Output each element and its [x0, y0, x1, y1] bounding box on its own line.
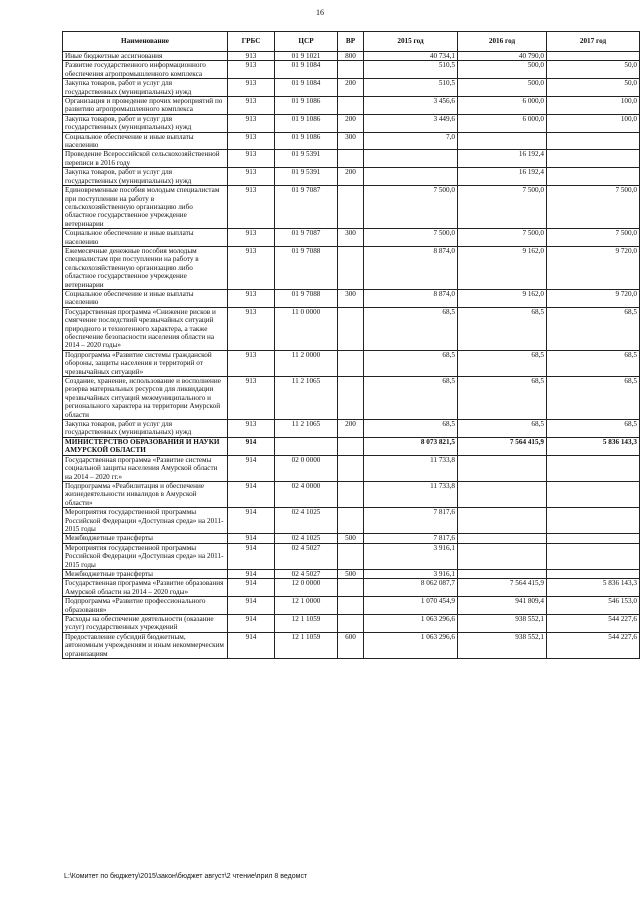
- cell-grbs: 914: [228, 569, 275, 578]
- cell-grbs: 913: [228, 350, 275, 376]
- cell-grbs: 913: [228, 246, 275, 289]
- cell-y2017: 68,5: [547, 377, 640, 420]
- table-row: [63, 307, 640, 350]
- cell-y2017: 68,5: [547, 350, 640, 376]
- cell-vr: 200: [338, 420, 364, 438]
- cell-vr: [338, 350, 364, 376]
- cell-y2015: 8 073 821,5: [364, 437, 458, 455]
- cell-name: Ежемесячные денежные пособия молодым специалистам при поступлении на работу в сельскохозяйственную организацию либо областное государственное учреждение ветеринарии: [63, 246, 228, 289]
- cell-y2017: 9 720,0: [547, 246, 640, 289]
- cell-y2016: 9 162,0: [458, 246, 547, 289]
- cell-y2015: 40 734,1: [364, 52, 458, 61]
- cell-grbs: 913: [228, 132, 275, 150]
- cell-y2017: [547, 168, 640, 186]
- cell-vr: 300: [338, 229, 364, 247]
- table-row: [63, 132, 640, 150]
- table-row: [63, 455, 640, 481]
- cell-vr: [338, 377, 364, 420]
- cell-name: Государственная программа «Развитие образования Амурской области на 2014 – 2020 годы»: [63, 579, 228, 597]
- cell-y2017: [547, 455, 640, 481]
- cell-grbs: 914: [228, 543, 275, 569]
- cell-y2015: 68,5: [364, 350, 458, 376]
- cell-y2017: [547, 132, 640, 150]
- table-row: [63, 569, 640, 578]
- cell-y2017: 7 500,0: [547, 229, 640, 247]
- table-row: [63, 79, 640, 97]
- header-grbs: ГРБС: [228, 32, 275, 52]
- cell-vr: [338, 97, 364, 115]
- cell-csr: 11 2 1065: [275, 420, 338, 438]
- cell-name: Предоставление субсидий бюджетным, автономным учреждениям и иным некоммерческим организациям: [63, 632, 228, 658]
- table-row: [63, 632, 640, 658]
- cell-y2016: 500,0: [458, 61, 547, 79]
- cell-csr: 02 4 1025: [275, 508, 338, 534]
- cell-vr: [338, 508, 364, 534]
- cell-grbs: 913: [228, 114, 275, 132]
- cell-y2016: [458, 534, 547, 543]
- cell-grbs: 914: [228, 615, 275, 633]
- cell-name: Закупка товаров, работ и услуг для государственных (муниципальных) нужд: [63, 114, 228, 132]
- header-2015: 2015 год: [364, 32, 458, 52]
- cell-y2015: 1 063 296,6: [364, 632, 458, 658]
- cell-y2016: 68,5: [458, 350, 547, 376]
- cell-grbs: 913: [228, 289, 275, 307]
- cell-csr: 01 9 1086: [275, 132, 338, 150]
- cell-name: Мероприятия государственной программы Российской Федерации «Доступная среда» на 2011-2015 годы: [63, 543, 228, 569]
- cell-vr: [338, 186, 364, 229]
- cell-name: Межбюджетные трансферты: [63, 534, 228, 543]
- cell-name: Единовременные пособия молодым специалистам при поступлении на работу в сельскохозяйственную организацию либо областное государственное учреждение ветеринарии: [63, 186, 228, 229]
- cell-grbs: 913: [228, 97, 275, 115]
- cell-csr: 11 2 1065: [275, 377, 338, 420]
- table-row: [63, 579, 640, 597]
- file-path-footer: L:\Комитет по бюджету\2015\закон\бюджет август\2 чтение\прил 8 ведомст: [64, 873, 308, 880]
- header-csr: ЦСР: [275, 32, 338, 52]
- cell-name: Подпрограмма «Развитие профессионального образования»: [63, 597, 228, 615]
- cell-csr: 02 4 5027: [275, 543, 338, 569]
- cell-csr: 01 9 1084: [275, 79, 338, 97]
- cell-y2016: 938 552,1: [458, 615, 547, 633]
- table-row: [63, 350, 640, 376]
- cell-name: Создание, хранение, использование и восполнение резерва материальных ресурсов для ликвидации чрезвычайных ситуаций межмуниципального и регионального характера на территории Амурской области: [63, 377, 228, 420]
- cell-name: Подпрограмма «Реабилитация и обеспечение жизнедеятельности инвалидов в Амурской области»: [63, 481, 228, 507]
- cell-y2015: [364, 150, 458, 168]
- cell-csr: 01 9 1021: [275, 52, 338, 61]
- table-row: [63, 52, 640, 61]
- table-row: [63, 437, 640, 455]
- table-row: [63, 150, 640, 168]
- cell-grbs: 913: [228, 168, 275, 186]
- table-row: [63, 615, 640, 633]
- cell-y2015: 510,5: [364, 79, 458, 97]
- cell-y2015: 7 500,0: [364, 229, 458, 247]
- cell-y2016: 9 162,0: [458, 289, 547, 307]
- cell-vr: [338, 481, 364, 507]
- cell-y2015: 7 817,6: [364, 534, 458, 543]
- cell-y2016: 7 500,0: [458, 186, 547, 229]
- cell-csr: 02 4 1025: [275, 534, 338, 543]
- cell-y2015: 510,5: [364, 61, 458, 79]
- cell-y2015: 8 874,0: [364, 246, 458, 289]
- cell-csr: [275, 437, 338, 455]
- cell-y2016: 7 500,0: [458, 229, 547, 247]
- cell-vr: 800: [338, 52, 364, 61]
- cell-y2017: 50,0: [547, 61, 640, 79]
- cell-vr: 600: [338, 632, 364, 658]
- table-row: [63, 114, 640, 132]
- cell-csr: 11 0 0000: [275, 307, 338, 350]
- cell-y2015: 8 874,0: [364, 289, 458, 307]
- cell-csr: 12 1 0000: [275, 597, 338, 615]
- cell-y2015: 3 456,6: [364, 97, 458, 115]
- cell-y2016: [458, 569, 547, 578]
- table-row: [63, 246, 640, 289]
- cell-vr: [338, 455, 364, 481]
- cell-name: Закупка товаров, работ и услуг для государственных (муниципальных) нужд: [63, 79, 228, 97]
- cell-y2015: 3 916,1: [364, 569, 458, 578]
- cell-vr: 300: [338, 132, 364, 150]
- cell-grbs: 914: [228, 579, 275, 597]
- cell-y2017: 9 720,0: [547, 289, 640, 307]
- cell-csr: 02 4 0000: [275, 481, 338, 507]
- table-row: [63, 186, 640, 229]
- cell-name: Подпрограмма «Развитие системы гражданской обороны, защиты населения и территорий от чрезвычайных ситуаций»: [63, 350, 228, 376]
- cell-name: Государственная программа «Снижение рисков и смягчение последствий чрезвычайных ситуаций природного и техногенного характера, а также обеспечение безопасности населения области на 2014 – 2020 годы»: [63, 307, 228, 350]
- cell-name: Социальное обеспечение и иные выплаты населению: [63, 289, 228, 307]
- cell-csr: 12 1 1059: [275, 632, 338, 658]
- table-row: [63, 543, 640, 569]
- cell-grbs: 913: [228, 307, 275, 350]
- cell-name: МИНИСТЕРСТВО ОБРАЗОВАНИЯ И НАУКИ АМУРСКОЙ ОБЛАСТИ: [63, 437, 228, 455]
- cell-csr: 01 9 7087: [275, 186, 338, 229]
- cell-y2016: 500,0: [458, 79, 547, 97]
- cell-y2017: [547, 52, 640, 61]
- cell-grbs: 913: [228, 150, 275, 168]
- cell-y2017: [547, 543, 640, 569]
- table-row: [63, 229, 640, 247]
- cell-grbs: 914: [228, 597, 275, 615]
- cell-grbs: 913: [228, 79, 275, 97]
- cell-y2016: 938 552,1: [458, 632, 547, 658]
- cell-grbs: 914: [228, 437, 275, 455]
- cell-y2015: 8 062 087,7: [364, 579, 458, 597]
- cell-vr: [338, 437, 364, 455]
- cell-grbs: 913: [228, 186, 275, 229]
- cell-y2016: 7 564 415,9: [458, 437, 547, 455]
- header-name: Наименование: [63, 32, 228, 52]
- cell-y2017: [547, 508, 640, 534]
- table-header-row: [63, 32, 640, 52]
- cell-y2016: 941 809,4: [458, 597, 547, 615]
- cell-name: Организация и проведение прочих мероприятий по развитию агропромышленного комплекса: [63, 97, 228, 115]
- cell-y2015: 11 733,8: [364, 455, 458, 481]
- cell-y2016: 7 564 415,9: [458, 579, 547, 597]
- cell-name: Государственная программа «Развитие системы социальной защиты населения Амурской области на 2014 – 2020 гг.»: [63, 455, 228, 481]
- table-row: [63, 377, 640, 420]
- cell-grbs: 913: [228, 229, 275, 247]
- cell-y2016: [458, 481, 547, 507]
- cell-y2017: 7 500,0: [547, 186, 640, 229]
- cell-y2015: 68,5: [364, 377, 458, 420]
- table-row: [63, 97, 640, 115]
- table-row: [63, 168, 640, 186]
- cell-y2017: 68,5: [547, 307, 640, 350]
- cell-grbs: 913: [228, 377, 275, 420]
- cell-csr: 02 0 0000: [275, 455, 338, 481]
- header-2017: 2017 год: [547, 32, 640, 52]
- cell-vr: 200: [338, 79, 364, 97]
- table-row: [63, 597, 640, 615]
- cell-vr: [338, 61, 364, 79]
- cell-grbs: 914: [228, 508, 275, 534]
- header-2016: 2016 год: [458, 32, 547, 52]
- cell-y2017: 68,5: [547, 420, 640, 438]
- cell-csr: 01 9 7088: [275, 246, 338, 289]
- cell-y2016: 6 000,0: [458, 97, 547, 115]
- cell-vr: [338, 307, 364, 350]
- cell-y2015: 1 070 454,9: [364, 597, 458, 615]
- cell-name: Проведение Всероссийской сельскохозяйственной переписи в 2016 году: [63, 150, 228, 168]
- cell-csr: 01 9 1086: [275, 114, 338, 132]
- cell-grbs: 913: [228, 52, 275, 61]
- cell-y2017: [547, 534, 640, 543]
- table-row: [63, 289, 640, 307]
- cell-grbs: 913: [228, 420, 275, 438]
- cell-y2015: 68,5: [364, 307, 458, 350]
- cell-y2017: 546 153,0: [547, 597, 640, 615]
- cell-csr: 11 2 0000: [275, 350, 338, 376]
- cell-csr: 01 9 5391: [275, 150, 338, 168]
- cell-name: Иные бюджетные ассигнования: [63, 52, 228, 61]
- cell-y2016: [458, 132, 547, 150]
- cell-name: Развитие государственного информационного обеспечения агропромышленного комплекса: [63, 61, 228, 79]
- cell-y2017: 100,0: [547, 114, 640, 132]
- cell-y2017: 544 227,6: [547, 632, 640, 658]
- cell-csr: 01 9 1086: [275, 97, 338, 115]
- cell-vr: [338, 150, 364, 168]
- cell-csr: 12 0 0000: [275, 579, 338, 597]
- cell-y2016: 68,5: [458, 377, 547, 420]
- cell-name: Расходы на обеспечение деятельности (оказание услуг) государственных учреждений: [63, 615, 228, 633]
- cell-y2017: 100,0: [547, 97, 640, 115]
- cell-y2016: [458, 543, 547, 569]
- cell-csr: 01 9 5391: [275, 168, 338, 186]
- cell-y2017: [547, 569, 640, 578]
- table-row: [63, 420, 640, 438]
- budget-table: [62, 31, 640, 659]
- cell-vr: [338, 579, 364, 597]
- cell-y2016: [458, 508, 547, 534]
- cell-y2015: 68,5: [364, 420, 458, 438]
- cell-y2015: 1 063 296,6: [364, 615, 458, 633]
- cell-y2017: 50,0: [547, 79, 640, 97]
- cell-y2016: 16 192,4: [458, 150, 547, 168]
- cell-vr: [338, 543, 364, 569]
- table-row: [63, 534, 640, 543]
- page-number: 16: [316, 8, 324, 17]
- cell-csr: 02 4 5027: [275, 569, 338, 578]
- cell-y2015: 7,0: [364, 132, 458, 150]
- cell-name: Закупка товаров, работ и услуг для государственных (муниципальных) нужд: [63, 420, 228, 438]
- cell-vr: 500: [338, 569, 364, 578]
- cell-name: Социальное обеспечение и иные выплаты населению: [63, 229, 228, 247]
- cell-name: Социальное обеспечение и иные выплаты населению: [63, 132, 228, 150]
- cell-name: Межбюджетные трансферты: [63, 569, 228, 578]
- cell-vr: [338, 615, 364, 633]
- cell-y2016: 40 790,0: [458, 52, 547, 61]
- cell-y2017: [547, 481, 640, 507]
- cell-y2016: 68,5: [458, 420, 547, 438]
- cell-name: Закупка товаров, работ и услуг для государственных (муниципальных) нужд: [63, 168, 228, 186]
- cell-y2015: 3 916,1: [364, 543, 458, 569]
- cell-y2017: 5 836 143,3: [547, 579, 640, 597]
- cell-csr: 01 9 1084: [275, 61, 338, 79]
- table-row: [63, 508, 640, 534]
- cell-vr: [338, 597, 364, 615]
- table-row: [63, 61, 640, 79]
- cell-csr: 01 9 7087: [275, 229, 338, 247]
- cell-csr: 01 9 7088: [275, 289, 338, 307]
- cell-y2016: 68,5: [458, 307, 547, 350]
- cell-y2016: 6 000,0: [458, 114, 547, 132]
- cell-y2015: 7 500,0: [364, 186, 458, 229]
- cell-name: Мероприятия государственной программы Российской Федерации «Доступная среда» на 2011-2015 годы: [63, 508, 228, 534]
- cell-y2015: [364, 168, 458, 186]
- cell-vr: 500: [338, 534, 364, 543]
- cell-csr: 12 1 1059: [275, 615, 338, 633]
- cell-vr: 300: [338, 289, 364, 307]
- cell-grbs: 914: [228, 455, 275, 481]
- cell-grbs: 914: [228, 632, 275, 658]
- cell-y2017: 544 227,6: [547, 615, 640, 633]
- cell-y2016: 16 192,4: [458, 168, 547, 186]
- header-vr: ВР: [338, 32, 364, 52]
- table-row: [63, 481, 640, 507]
- cell-grbs: 914: [228, 534, 275, 543]
- cell-y2016: [458, 455, 547, 481]
- cell-vr: 200: [338, 168, 364, 186]
- cell-vr: 200: [338, 114, 364, 132]
- cell-grbs: 914: [228, 481, 275, 507]
- cell-vr: [338, 246, 364, 289]
- cell-y2015: 7 817,6: [364, 508, 458, 534]
- cell-y2015: 11 733,8: [364, 481, 458, 507]
- cell-y2017: [547, 150, 640, 168]
- cell-y2017: 5 836 143,3: [547, 437, 640, 455]
- cell-grbs: 913: [228, 61, 275, 79]
- cell-y2015: 3 449,6: [364, 114, 458, 132]
